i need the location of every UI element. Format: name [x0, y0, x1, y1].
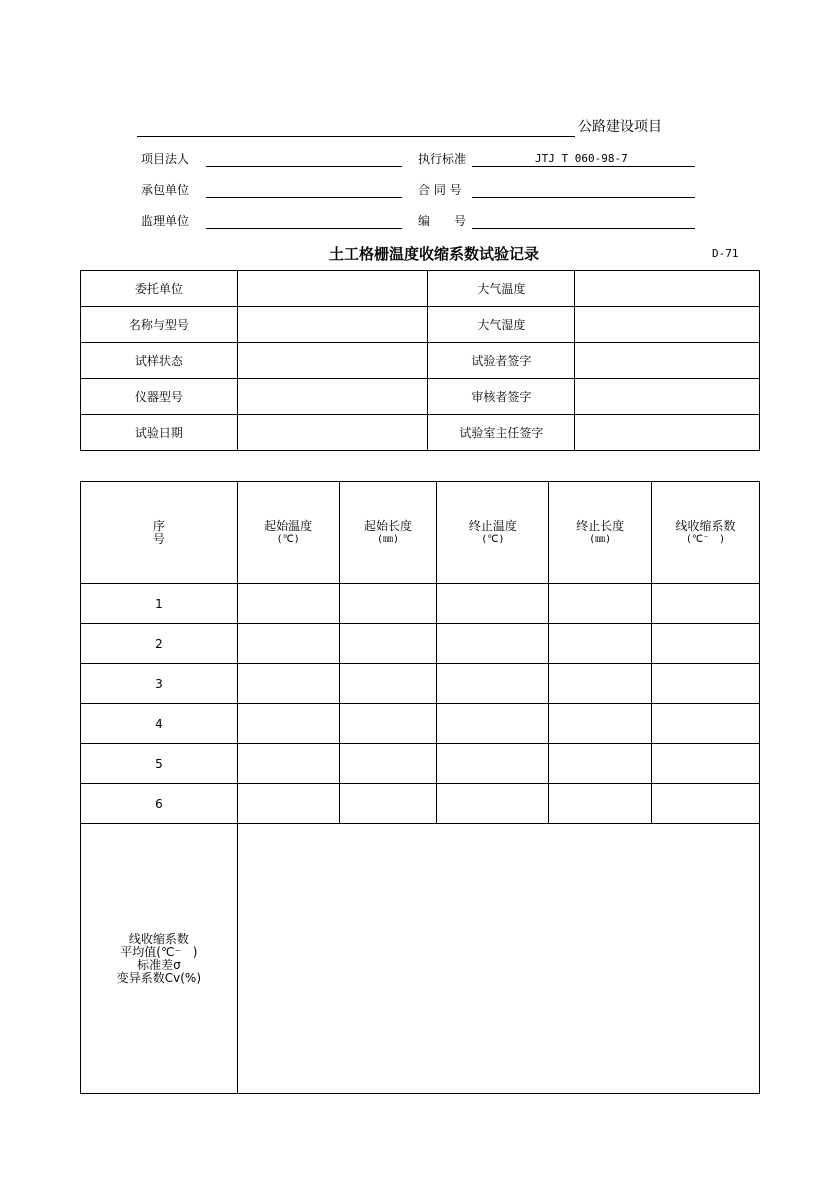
- summary-label: [81, 824, 238, 1094]
- col-header-end-length: [549, 482, 652, 584]
- info-value-cell[interactable]: [237, 379, 428, 415]
- data-cell[interactable]: [652, 624, 760, 664]
- contractor-field[interactable]: [206, 197, 402, 198]
- row-number: 6: [81, 784, 238, 824]
- col-header-unit: (℃): [481, 533, 505, 545]
- info-label: 名称与型号: [81, 307, 238, 343]
- col-header-name: 终止温度: [468, 518, 517, 533]
- data-cell[interactable]: [339, 584, 437, 624]
- data-table: [80, 481, 760, 1094]
- info-label: 委托单位: [81, 271, 238, 307]
- data-cell[interactable]: [237, 784, 339, 824]
- row-number: 5: [81, 744, 238, 784]
- project-name-line[interactable]: [137, 136, 575, 137]
- data-cell[interactable]: [549, 744, 652, 784]
- col-header-end-temp: [437, 482, 549, 584]
- project-owner-field[interactable]: [206, 166, 402, 167]
- data-cell[interactable]: [339, 784, 437, 824]
- data-cell[interactable]: [339, 664, 437, 704]
- contract-no-field[interactable]: [472, 197, 695, 198]
- info-value-cell[interactable]: [237, 307, 428, 343]
- col-header-unit: (℃): [276, 533, 300, 545]
- info-label: 审核者签字: [428, 379, 575, 415]
- info-table: [80, 270, 760, 451]
- summary-value-cell[interactable]: [237, 824, 759, 1094]
- data-cell[interactable]: [652, 584, 760, 624]
- info-value-cell[interactable]: [237, 415, 428, 451]
- data-cell[interactable]: [339, 624, 437, 664]
- data-cell[interactable]: [437, 744, 549, 784]
- serial-no-field[interactable]: [472, 228, 695, 229]
- data-cell[interactable]: [652, 704, 760, 744]
- info-label: 仪器型号: [81, 379, 238, 415]
- col-header-start-temp: [237, 482, 339, 584]
- col-header-unit: (㎜): [589, 533, 612, 545]
- data-cell[interactable]: [437, 704, 549, 744]
- col-header-name: 序: [152, 518, 165, 533]
- col-header-start-length: [339, 482, 437, 584]
- info-label: 试验室主任签字: [428, 415, 575, 451]
- row-number: 1: [81, 584, 238, 624]
- data-cell[interactable]: [237, 664, 339, 704]
- col-header-unit: (㎜): [377, 533, 400, 545]
- data-cell[interactable]: [237, 704, 339, 744]
- data-cell[interactable]: [549, 704, 652, 744]
- standard-value: JTJ T 060-98-7: [535, 152, 628, 165]
- col-header-name: 线收缩系数: [675, 518, 736, 533]
- info-label: 大气温度: [428, 271, 575, 307]
- col-header-shrink-coef: [652, 482, 760, 584]
- table-row: [81, 664, 760, 704]
- table-row: [81, 744, 760, 784]
- data-cell[interactable]: [549, 784, 652, 824]
- summary-line: 线收缩系数: [128, 931, 189, 946]
- data-cell[interactable]: [549, 584, 652, 624]
- table-row: [81, 584, 760, 624]
- info-label: 大气湿度: [428, 307, 575, 343]
- supervisor-label: 监理单位: [141, 214, 190, 228]
- data-cell[interactable]: [437, 784, 549, 824]
- data-cell[interactable]: [652, 664, 760, 704]
- info-label: 试验日期: [81, 415, 238, 451]
- row-number: 2: [81, 624, 238, 664]
- info-label: 试样状态: [81, 343, 238, 379]
- col-header-name: 起始长度: [364, 518, 413, 533]
- data-cell[interactable]: [237, 744, 339, 784]
- data-cell[interactable]: [339, 704, 437, 744]
- info-value-cell[interactable]: [575, 307, 760, 343]
- table-row: [81, 624, 760, 664]
- standard-field[interactable]: [472, 166, 695, 167]
- col-header-unit: (℃⁻ ): [685, 533, 726, 545]
- col-header-name: 起始温度: [264, 518, 313, 533]
- col-header-seq: [81, 482, 238, 584]
- col-header-unit: 号: [152, 531, 165, 546]
- summary-line: 变异系数Cv(%): [116, 970, 201, 985]
- project-suffix: 公路建设项目: [578, 119, 662, 135]
- data-cell[interactable]: [437, 624, 549, 664]
- supervisor-field[interactable]: [206, 228, 402, 229]
- info-value-cell[interactable]: [237, 343, 428, 379]
- data-cell[interactable]: [652, 744, 760, 784]
- serial-no-label: 编 号: [418, 214, 467, 228]
- page-title: 土工格栅温度收缩系数试验记录: [328, 245, 539, 263]
- contract-no-label: 合 同 号: [418, 183, 462, 197]
- info-value-cell[interactable]: [575, 415, 760, 451]
- info-value-cell[interactable]: [575, 271, 760, 307]
- data-cell[interactable]: [549, 664, 652, 704]
- data-cell[interactable]: [237, 584, 339, 624]
- data-cell[interactable]: [652, 784, 760, 824]
- col-header-name: 终止长度: [576, 518, 625, 533]
- project-owner-label: 项目法人: [141, 152, 190, 166]
- contractor-label: 承包单位: [141, 183, 190, 197]
- summary-line: 标准差σ: [137, 957, 181, 972]
- info-label: 试验者签字: [428, 343, 575, 379]
- info-value-cell[interactable]: [575, 343, 760, 379]
- data-cell[interactable]: [437, 664, 549, 704]
- data-cell[interactable]: [339, 744, 437, 784]
- summary-line: 平均值(℃⁻ ): [120, 944, 198, 959]
- row-number: 3: [81, 664, 238, 704]
- data-cell[interactable]: [237, 624, 339, 664]
- info-value-cell[interactable]: [575, 379, 760, 415]
- data-cell[interactable]: [549, 624, 652, 664]
- table-row: [81, 704, 760, 744]
- table-row: [81, 784, 760, 824]
- data-cell[interactable]: [437, 584, 549, 624]
- row-number: 4: [81, 704, 238, 744]
- standard-label: 执行标准: [418, 152, 467, 166]
- info-value-cell[interactable]: [237, 271, 428, 307]
- form-code: D-71: [712, 247, 739, 260]
